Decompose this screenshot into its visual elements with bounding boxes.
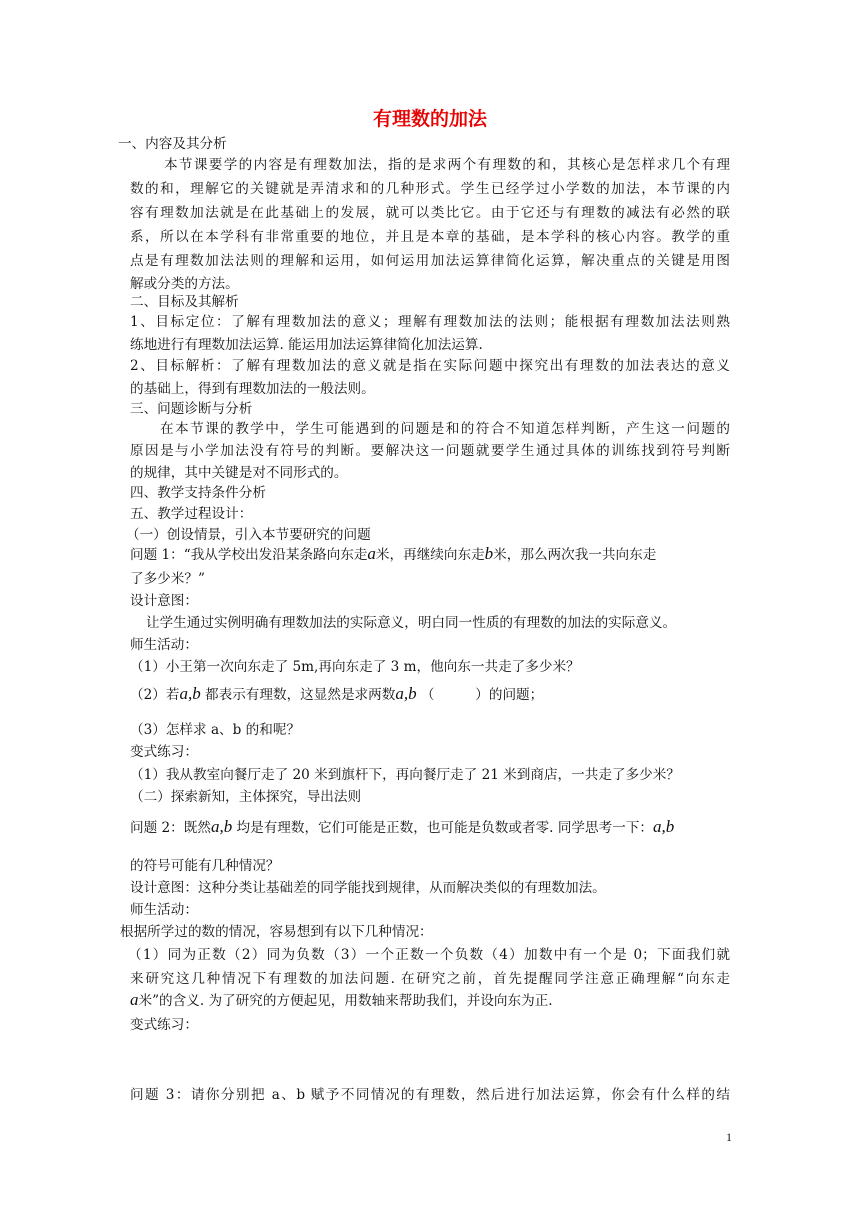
- paragraph-line: 根据所学过的数的情况，容易想到有以下几种情况：: [120, 924, 433, 940]
- math-var: b: [484, 544, 494, 563]
- math-var: a,b: [395, 684, 417, 703]
- paragraph-line: 系，所以在本学科有非常重要的地位，并且是本章的基础，是本学科的核心内容。教学的重: [130, 229, 730, 245]
- paragraph-line: 本节课要学的内容是有理数加法，指的是求两个有理数的和，其核心是怎样求几个有理: [164, 157, 730, 173]
- text: （2）若: [130, 687, 180, 703]
- paragraph-line: 点是有理数加法法则的理解和运用，如何运用加法运算律简化运算，解决重点的关键是用图: [130, 253, 730, 269]
- paragraph-line: 容有理数加法就是在此基础上的发展，就可以类比它。由于它还与有理数的减法有必然的联: [130, 205, 730, 221]
- activity-label: 师生活动：: [130, 902, 198, 918]
- page-number: 1: [726, 1130, 732, 1144]
- paragraph-line: 在本节课的教学中，学生可能遇到的问题是和的符合不知道怎样判断，产生这一问题的: [160, 421, 730, 437]
- text: 都表示有理数，这显然是求两数: [205, 687, 396, 703]
- paragraph-line: 原因是与小学加法没有符号的判断。要解决这一问题就要学生通过具体的训练找到符号判断: [130, 443, 730, 459]
- document-title: 有理数的加法: [372, 108, 487, 130]
- paragraph-line: 了多少米？”: [130, 571, 205, 587]
- step-heading-1: （一）创设情景，引入本节要研究的问题: [126, 527, 371, 543]
- paragraph-line: 的基础上，得到有理数加法的一般法则。: [130, 381, 375, 397]
- section-heading-5: 五、教学过程设计：: [130, 506, 253, 522]
- paragraph-line: 的符号可能有几种情况？: [130, 858, 280, 874]
- intent-label: 设计意图：: [130, 593, 198, 609]
- paragraph-line: （1）小王第一次向东走了 5m,再向东走了 3 m，他向东一共走了多少米？: [130, 659, 580, 675]
- cases-line-3: [130, 989, 553, 1010]
- text: 米”的含义. 为了研究的方便起见，用数轴来帮助我们，并设向东为正.: [138, 993, 553, 1009]
- section-heading-1: 一、内容及其分析: [118, 136, 227, 152]
- text: 均是有理数，它们可能是正数，也可能是负数或者零. 同学思考一下：: [236, 820, 653, 836]
- paragraph-line: （1）同为正数（2）同为负数（3）一个正数一个负数（4）加数中有一个是 0；下面我们就: [128, 947, 730, 963]
- paragraph-line: （1）我从教室向餐厅走了 20 米到旗杆下，再向餐厅走了 21 米到商店，一共走了多少米？: [130, 767, 680, 783]
- activity-2-line: [130, 683, 543, 704]
- paragraph-line: 解或分类的方法。: [130, 276, 239, 292]
- math-var: a: [130, 990, 139, 1009]
- question-text: 米，再继续向东走: [375, 547, 485, 563]
- math-var: a,b: [652, 817, 675, 836]
- section-heading-2: 二、目标及其解析: [130, 294, 239, 310]
- paragraph-line: 数的和，理解它的关键就是弄清求和的几种形式。学生已经学过小学数的加法，本节课的内: [130, 181, 730, 197]
- paragraph-line: 设计意图：这种分类让基础差的同学能找到规律，从而解决类似的有理数加法。: [130, 880, 606, 896]
- paragraph-line: 1、目标定位：了解有理数加法的意义；理解有理数加法的法则；能根据有理数加法法则熟: [130, 314, 730, 330]
- question-text: 米，那么两次我一共向东走: [493, 547, 657, 563]
- paragraph-line: 练地进行有理数加法运算. 能运用加法运算律简化加法运算.: [130, 337, 483, 353]
- math-var: a,b: [179, 684, 201, 703]
- paragraph-line: 2、目标解析：了解有理数加法的意义就是指在实际问题中探究出有理数的加法表达的意义: [130, 358, 730, 374]
- variation-label: 变式练习：: [130, 1017, 198, 1033]
- step-heading-2: （二）探索新知，主体探究，导出法则: [130, 789, 362, 805]
- question-text: 问题 1：“我从学校出发沿某条路向东走: [130, 547, 368, 563]
- question-1-line: [130, 543, 656, 564]
- activity-label: 师生活动：: [130, 637, 198, 653]
- section-heading-4: 四、教学支持条件分析: [130, 485, 266, 501]
- paragraph-line: 来研究这几种情况下有理数的加法问题. 在研究之前，首先提醒同学注意正确理解“向东走: [130, 971, 730, 987]
- section-heading-3: 三、问题诊断与分析: [130, 401, 253, 417]
- math-var: a,b: [210, 817, 233, 836]
- paragraph-line: （3）怎样求 a、b 的和呢？: [130, 722, 301, 738]
- variation-label: 变式练习：: [130, 744, 198, 760]
- text: 问题 2：既然: [130, 820, 211, 836]
- math-var: a: [367, 544, 376, 563]
- paragraph-line: 的规律，其中关键是对不同形式的。: [130, 465, 348, 481]
- paragraph-line: 让学生通过实例明确有理数加法的实际意义，明白同一性质的有理数的加法的实际意义。: [146, 615, 677, 631]
- text: （ ）的问题；: [420, 687, 544, 703]
- paragraph-line: 问题 3：请你分别把 a、b 赋予不同情况的有理数，然后进行加法运算，你会有什么样的结: [130, 1087, 730, 1103]
- question-2-line: [130, 816, 730, 837]
